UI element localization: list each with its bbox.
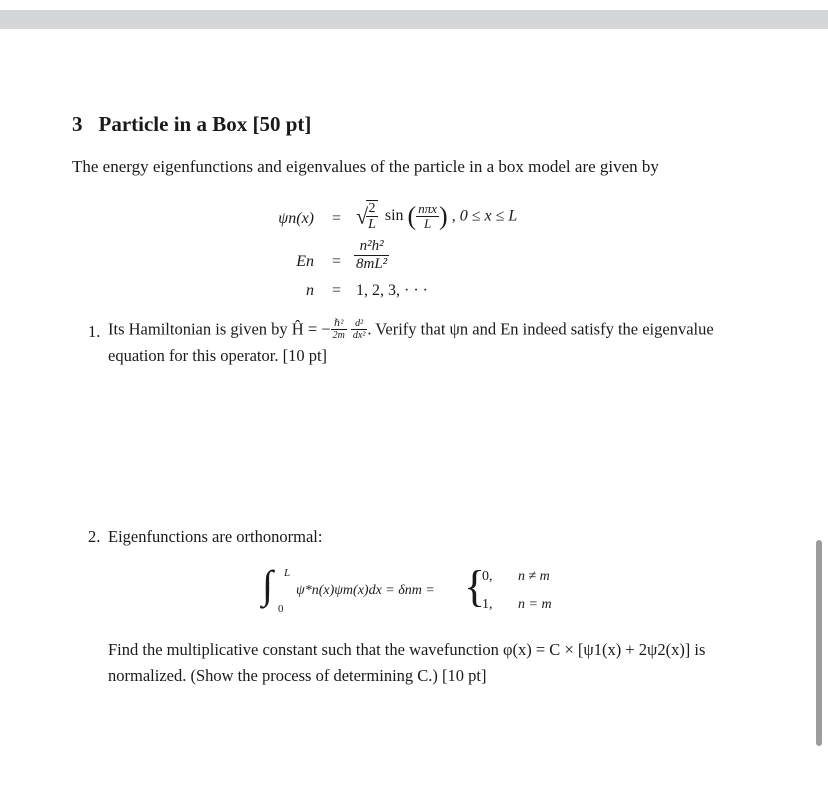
section-number: 3 <box>72 112 83 136</box>
equals-sign: = <box>332 282 342 299</box>
psi-rhs <box>356 200 517 233</box>
equation-energy <box>0 238 828 282</box>
derivative-fraction: $\frac{\text{d²}}{\text{dx²}}$ <box>352 318 366 341</box>
integrand: ψ*n(x)ψm(x)dx = δnm = <box>296 583 435 598</box>
hbar-fraction: $\frac{\text{ℏ²}}{2m}$ <box>332 318 345 341</box>
question-2-line-1: Eigenfunctions are orthonormal: <box>108 527 323 546</box>
case-2-value: 1, <box>482 597 493 612</box>
case-2-condition: n = m <box>518 597 552 612</box>
n-lhs: n <box>306 282 314 299</box>
question-1-line-2: equation for this operator. [10 pt] <box>108 346 328 365</box>
orthonormal-equation <box>262 563 602 619</box>
equation-n <box>0 282 828 302</box>
cases-brace: { <box>464 562 486 611</box>
psi-range: , 0 ≤ x ≤ L <box>451 207 518 225</box>
intro-paragraph: The energy eigenfunctions and eigenvalues of the particle in a box model are given by <box>72 157 659 176</box>
integral-lower-limit: 0 <box>278 603 284 615</box>
question-1 <box>0 318 828 368</box>
section-heading <box>72 112 311 137</box>
n-rhs: 1, 2, 3, · · · <box>356 282 428 299</box>
energy-numerator: n²h² <box>354 238 389 256</box>
energy-fraction <box>354 238 389 272</box>
section-title: Particle in a Box [50 pt] <box>98 112 312 136</box>
question-2-line-3: normalized. (Show the process of determining C.) [10 pt] <box>108 666 487 685</box>
vertical-scrollbar-thumb[interactable] <box>816 540 822 746</box>
question-2-number: 2. <box>88 527 101 546</box>
sqrt-fraction: $\frac{2}{L}$ <box>368 201 376 233</box>
integral-symbol: ∫ <box>262 562 273 607</box>
energy-lhs: En <box>296 253 314 270</box>
question-1-line-1: Its Hamiltonian is given by Ĥ = − $\frac{\text{ℏ²}}{2m}$ $\frac{\text{d²}}{\text{dx²}}$ . Verify that ψn and En indeed satisfy the eigenvalue <box>108 318 714 341</box>
psi-lhs: ψn(x) <box>278 210 314 227</box>
question-2 <box>0 527 828 697</box>
paren-close: ) <box>439 201 448 231</box>
energy-denominator: 8mL² <box>356 255 388 272</box>
equals-sign: = <box>332 253 342 270</box>
sin-label: sin <box>384 207 404 225</box>
sin-argument: $\frac{\text{nπx}}{L}$ <box>418 200 438 231</box>
equation-psi <box>0 200 828 240</box>
equals-sign: = <box>332 210 342 227</box>
question-2-line-2: Find the multiplicative constant such that the wavefunction φ(x) = C × [ψ1(x) + 2ψ2(x)] is <box>108 640 706 659</box>
top-toolbar-strip <box>0 10 828 29</box>
integral-upper-limit: L <box>284 567 291 579</box>
sqrt-symbol: √ <box>356 203 369 229</box>
question-1-number: 1. <box>88 322 101 341</box>
case-1-condition: n ≠ m <box>518 569 550 584</box>
paren-open: ( <box>407 201 417 231</box>
case-1-value: 0, <box>482 569 493 584</box>
